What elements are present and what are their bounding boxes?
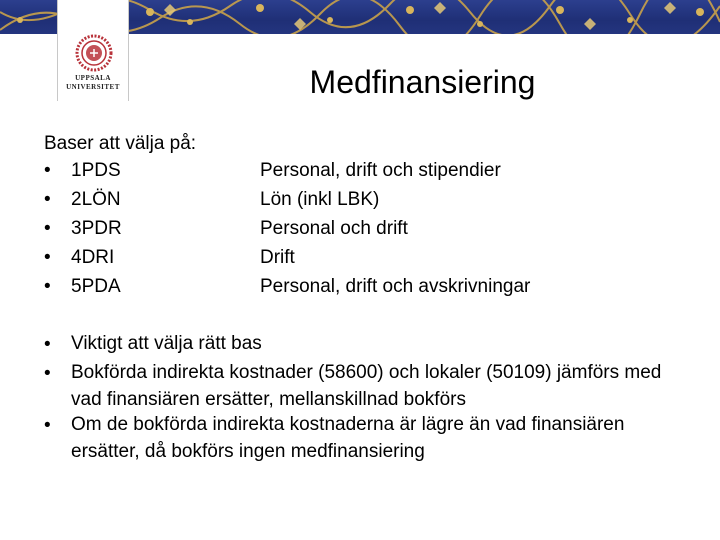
base-description: Lön (inkl LBK) [260, 189, 380, 210]
bullet: • [44, 334, 51, 355]
note-item: Om de bokförda indirekta kostnaderna är lägre än vad finansiären ersätter, då bokförs ingen medfinansiering [71, 414, 625, 462]
logo-line-1: UPPSALA [75, 74, 111, 82]
intro-text: Baser att välja på: [44, 133, 197, 154]
slide-title: Medfinansiering [309, 64, 536, 100]
bullet: • [44, 218, 51, 239]
base-description: Personal och drift [260, 218, 408, 239]
base-code: 5PDA [71, 276, 121, 297]
bullet: • [44, 363, 51, 384]
bullet: • [44, 276, 51, 297]
base-description: Personal, drift och stipendier [260, 160, 501, 181]
seal-icon [72, 34, 116, 72]
logo-line-2: UNIVERSITET [66, 83, 120, 91]
note-item: Bokförda indirekta kostnader (58600) och lokaler (50109) jämförs med vad finansiären ersätter, mellanskillnad bokförs [71, 362, 662, 410]
base-code: 2LÖN [71, 189, 121, 210]
base-code: 3PDR [71, 218, 122, 239]
bullet: • [44, 247, 51, 268]
university-logo [57, 0, 129, 101]
note-item: Viktigt att välja rätt bas [71, 333, 262, 354]
base-code: 1PDS [71, 160, 121, 181]
base-description: Personal, drift och avskrivningar [260, 276, 531, 297]
bullet: • [44, 415, 51, 436]
base-code: 4DRI [71, 247, 115, 268]
base-description: Drift [260, 247, 295, 268]
bullet: • [44, 189, 51, 210]
bullet: • [44, 160, 51, 181]
